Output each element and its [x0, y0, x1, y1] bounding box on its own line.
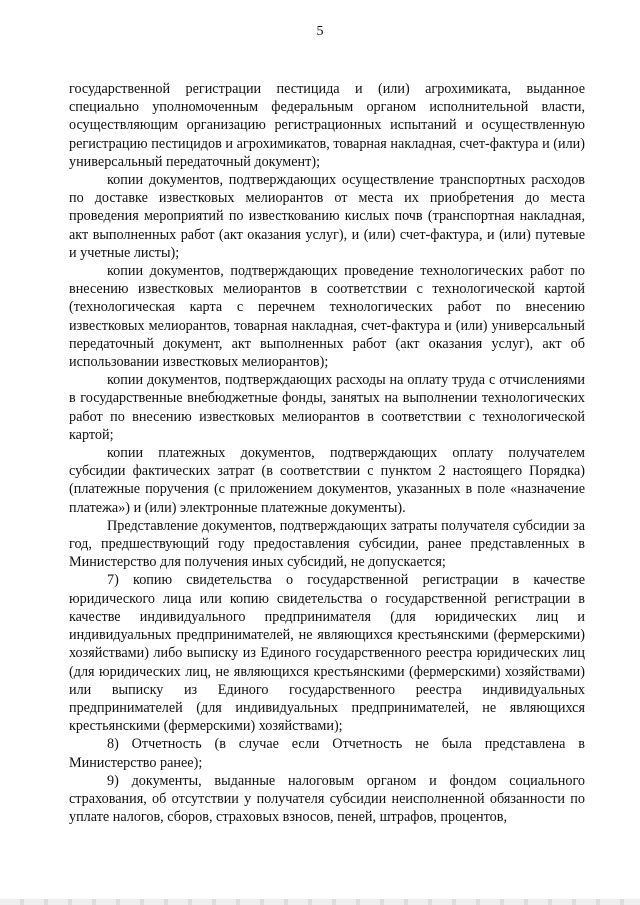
document-body — [69, 80, 585, 826]
paragraph-2: копии документов, подтверждающих осуществление транспортных расходов по доставке известковых мелиорантов от места их приобретения до места проведения мероприятий по известкованию кислых почв (транспортная накладная, акт выполненных работ (акт оказания услуг), и (или) счет-фактура, и (или) путевые и учетные листы); — [69, 172, 585, 261]
paragraph-7: 7) копию свидетельства о государственной регистрации в качестве юридического лица или копию свидетельства о государственной регистрации в качестве индивидуального предпринимателя (для юридических лиц и индивидуальных предпринимателей, не являющихся крестьянскими (фермерскими) хозяйствами) либо выписку из Единого государственного реестра юридических лиц (для юридических лиц, не являющихся крестьянскими (фермерскими) хозяйствами) или выписку из Единого государственного реестра индивидуальных предпринимателей (для индивидуальных предпринимателей, не являющихся крестьянскими (фермерскими) хозяйствами); — [69, 572, 585, 735]
page-number: 5 — [316, 24, 324, 39]
paragraph-5: копии платежных документов, подтверждающих оплату получателем субсидии фактических затрат (в соответствии с пунктом 2 настоящего Порядка) (платежные поручения (с приложением документов, указанных в поле «назначение платежа») и (или) электронные платежные документы). — [69, 445, 585, 516]
paragraph-1: государственной регистрации пестицида и (или) агрохимиката, выданное специально уполномоченным федеральным органом исполнительной власти, осуществляющим организацию регистрационных испытаний и осуществленную регистрацию пестицидов и агрохимикатов, товарная накладная, счет-фактура и (или) универсальный передаточный документ); — [69, 81, 585, 170]
paragraph-4: копии документов, подтверждающих расходы на оплату труда с отчислениями в государственные внебюджетные фонды, занятых на выполнении технологических работ по внесению известковых мелиорантов в соответствии с технологической картой; — [69, 372, 585, 443]
paragraph-8: 8) Отчетность (в случае если Отчетность не была представлена в Министерство ранее); — [69, 736, 585, 771]
paragraph-3: копии документов, подтверждающих проведение технологических работ по внесению известковых мелиорантов в соответствии с технологической картой (технологическая карта с перечнем технологических работ по внесению известковых мелиорантов, товарная накладная, счет-фактура и (или) универсальный передаточный документ, акт выполненных работ (акт оказания услуг), акт об использовании известковых мелиорантов); — [69, 263, 585, 371]
paragraph-9: 9) документы, выданные налоговым органом и фондом социального страхования, об отсутствии у получателя субсидии неисполненной обязанности по уплате налогов, сборов, страховых взносов, пеней, штрафов, процентов, — [69, 772, 585, 826]
scan-edge — [0, 899, 640, 905]
paragraph-6: Представление документов, подтверждающих затраты получателя субсидии за год, предшествующий году предоставления субсидии, ранее представленных в Министерство для получения иных субсидий, не допускается; — [69, 517, 585, 571]
